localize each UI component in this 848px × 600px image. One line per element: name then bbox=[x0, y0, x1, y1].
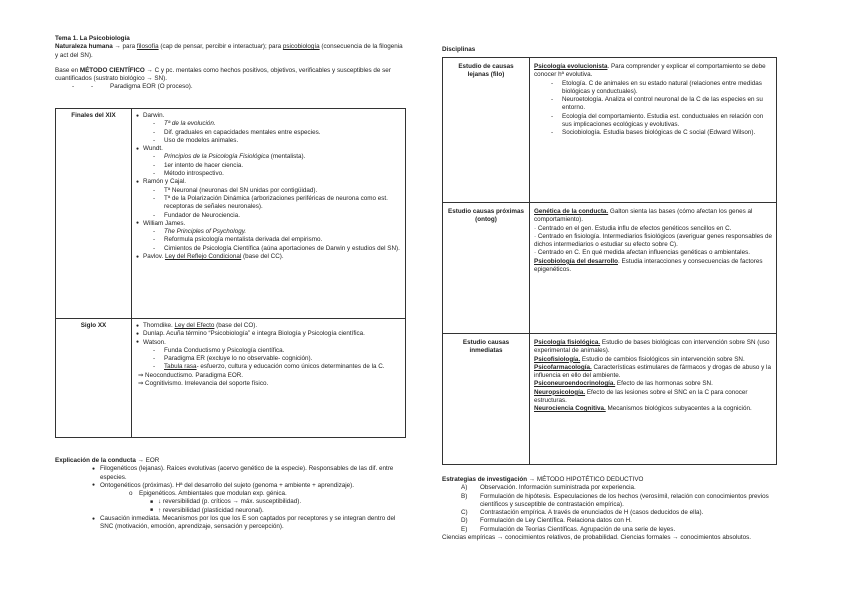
list-item: C) Contrastación empírica. A través de enunciados de H (casos deducidos de ella). bbox=[461, 509, 704, 517]
table-row bbox=[56, 319, 406, 438]
inmediatas-content: Psicología fisiológica. Estudio de bases biológicas con intervención sobre SN (uso experimental de animales). Psicofisiología. Estudio de cambios fisiológicos sin intervención sobre SN. Psicofarmacología. Características estimulares de fármacos y drogas de abuso y la influencia en ello del ambiente. Psiconeuroendocrinología. Efecto de las hormonas sobre SN. Neuropsicología. Efecto de las lesiones sobre el SNC en la C para conocer estructuras. Neurociencia Cognitiva. Mecanismos biológicos subyacentes a la cognición. bbox=[530, 334, 777, 465]
table-row bbox=[443, 203, 777, 334]
list-item: E) Formulación de Teorías Científicas. Agrupación de una serie de leyes. bbox=[461, 525, 676, 533]
left-column bbox=[55, 35, 407, 92]
disciplinas-table bbox=[442, 57, 777, 465]
table-row bbox=[56, 109, 406, 319]
estrategias-footnote: Ciencias empíricas → conocimientos relativos, de probabilidad. Ciencias formales → conocimientos absolutos. bbox=[442, 534, 752, 542]
explicacion-heading: Explicación de la conducta → EOR bbox=[55, 457, 160, 464]
intro-base: Base en MÉTODO CIENTÍFICO → C y pc. mentales como hechos positivos, objetivos, verificables y susceptibles de ser cuantificados (sustrato biológico → SN). bbox=[55, 66, 391, 83]
table-row bbox=[443, 334, 777, 465]
row-label: Siglo XX bbox=[56, 319, 132, 438]
xix-content: ● Darwin. - Tª de la evolución. - Dif. graduales en capacidades mentales entre especies. - Uso de modelos animales. ● Wundt. - Principios de la Psicología Fisiológica (mentalista). - 1er intento de hacer ciencia. - Método introspectivo. ● Ramón y Cajal. - Tª Neuronal (neuronas del SN unidas por contigüidad). - Tª de la Polarización Dinámica (arborizaciones periféricas de neurona como est. receptoras de señales neuronales). - Fundador de Neurociencia. ● William James. - The Principles of Psychology. - Reformula psicología mentalista derivada del empirismo. - Cimientos de Psicología Científica (aúna aportaciones de Darwin y estudios del SN). ● Pavlov. Ley del Reflejo Condicional (base del CC). bbox=[132, 109, 406, 319]
row-label: Estudio causas próximas (ontog) bbox=[443, 203, 530, 334]
list-item: B) Formulación de hipótesis. Especulaciones de los hechos (verosímil, relación con conocimientos previos científicos y susceptible de contrastación empírica). bbox=[461, 492, 769, 508]
row-label: Estudio de causas lejanas (filo) bbox=[443, 58, 530, 203]
row-label: Finales del XIX bbox=[56, 109, 132, 319]
estrategias-section bbox=[442, 476, 782, 542]
page-title: Tema 1. La Psicobiología bbox=[55, 35, 130, 42]
explicacion-section: Explicación de la conducta → EOR ● Filogenéticos (lejanas). Raíces evolutivas (acervo genético de la especie). Responsables de las dif. entre especies. ● Ontogenéticos (próximas). Hª del desarrollo del sujeto (genoma + ambiente + aprendizaje). o Epigenéticos. Ambientales que modulan exp. génica. ■ ↓ reversibilidad (p. críticos → máx. susceptibilidad). ■ ↑ reversibilidad (plasticidad neuronal). ● Causación inmediata. Mecanismos por los que los E son captados por receptores y se integran dentro del SNC (motivación, emoción, aprendizaje, sensación y percepción). bbox=[55, 457, 407, 532]
table-row bbox=[443, 58, 777, 203]
list-item: A) Observación. Información suministrada por experiencia. bbox=[461, 484, 636, 492]
disciplinas-heading: Disciplinas bbox=[442, 46, 476, 53]
historia-table bbox=[55, 108, 406, 438]
row-label: Estudio causas inmediatas bbox=[443, 334, 530, 465]
proximas-content: Genética de la conducta. Galton sienta las bases (cómo afectan los genes al comportamiento). · Centrado en el gen. Estudia influ de efectos genéticos sencillos en C. · Centrado en fisiología. Intermediarios fisiológicos (averiguar genes responsables de dichos intermediarios o estudiar su efecto sobre C). · Centrado en C. En qué medida afectan influencias genéticas o ambientales. Psicobiología del desarrollo. Estudia interacciones y consecuencias de factores epigenéticos. bbox=[530, 203, 777, 334]
xx-content: ● Thorndike. Ley del Efecto (base del CO). ● Dunlap. Acuña término “Psicobiología” e integra Biología y Psicología científica. ● Watson. - Funda Conductismo y Psicología científica. - Paradigma ER (excluye lo no observable- cognición). - Tabula rasa- esfuerzo, cultura y educación como únicos determinantes de la C. ⇒ Neoconductismo. Paradigma EOR. ⇒ Cognitivismo. Irrelevancia del soporte físico. bbox=[132, 319, 406, 438]
intro-naturaleza: Naturaleza humana → para filosofía (cap de pensar, percibir e interactuar); para psicobiología (consecuencia de la filogenia y act del SN). bbox=[55, 43, 403, 59]
intro-paradigma: - - Paradigma EOR (O proceso). bbox=[55, 83, 407, 91]
lejanas-content: Psicología evolucionista. Para comprender y explicar el comportamiento se debe conocer hª evolutiva. - Etología. C de animales en su estado natural (relaciones entre medidas biológicas y conductuales). - Neuroetología. Analiza el control neuronal de la C de las especies en su entorno. - Ecología del comportamiento. Estudia est. conductuales en relación con sus implicaciones ecológicas y evolutivas. - Sociobiología. Estudia bases biológicas de C social (Edward Wilson). bbox=[530, 58, 777, 203]
estrategias-heading: Estrategias de investigación → MÉTODO HIPOTÉTICO DEDUCTIVO bbox=[442, 476, 644, 483]
list-item: D) Formulación de Ley Científica. Relaciona datos con H. bbox=[461, 517, 632, 525]
